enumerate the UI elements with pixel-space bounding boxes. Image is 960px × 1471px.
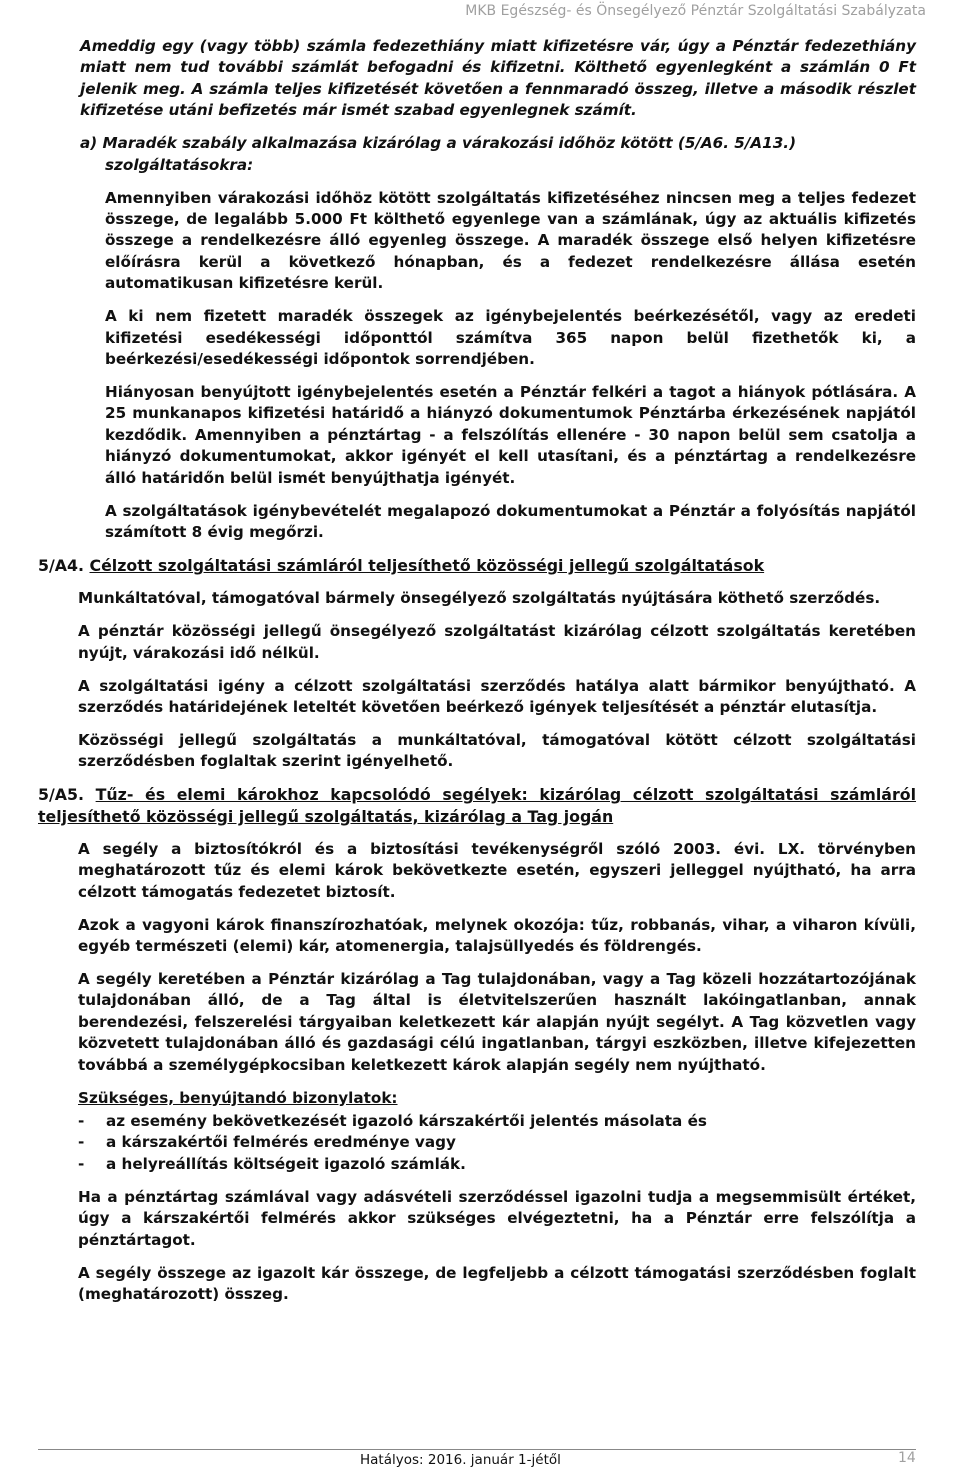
paragraph-a4-4: Közösségi jellegű szolgáltatás a munkáltatóval, támogatóval kötött célzott szolgáltatási szerződésben foglaltak szerint igényelhető. bbox=[78, 730, 916, 771]
list-item-text: a kárszakértői felmérés eredménye vagy bbox=[106, 1133, 456, 1152]
paragraph-a4-1: Munkáltatóval, támogatóval bármely önsegélyező szolgáltatás nyújtására köthető szerződés. bbox=[78, 589, 881, 608]
paragraph-document-retention: A szolgáltatások igénybevételét megalapozó dokumentumokat a Pénztár a folyósítás napjától számított 8 évig megőrzi. bbox=[105, 501, 916, 542]
footer-effective-date: Hatályos: 2016. január 1-jétől bbox=[360, 1452, 561, 1468]
paragraph-unpaid-remainder: A ki nem fizetett maradék összegek az igénybejelentés beérkezésétől, vagy az eredeti kifizetési esedékességi időponttól számítva 365 napon belül fizethetők ki, a beérkezési/esedékességi időpontok sorrendjében. bbox=[105, 307, 916, 369]
bullet-dash: - bbox=[78, 1111, 85, 1130]
list-item-text: a helyreállítás költségeit igazoló számlák. bbox=[106, 1154, 466, 1173]
paragraph-a5-1: A segély a biztosítókról és a biztosítási tevékenységről szóló 2003. évi. LX. törvényben meghatározott tűz és elemi károk bekövetkezte esetén, egyszeri jelleggel nyújtható, ha arra célzott támogatás fedezetet biztosít. bbox=[78, 839, 916, 901]
intro-paragraph: Ameddig egy (vagy több) számla fedezethiány miatt kifizetésre vár, úgy a Pénztár fedezethiány miatt nem tud további számlát befogadni és kifizetni. Költhető egyenlegként a számlán 0 Ft jelenik meg. A számla teljes kifizetését követően a fennmaradó összeg, illetve a második részlet kifizetése utáni befizetés már ismét szabad egyenlegnek számít. bbox=[80, 37, 916, 120]
bullet-dash: - bbox=[78, 1133, 85, 1152]
section-5a4-heading bbox=[38, 555, 916, 576]
paragraph-incomplete-claims: Hiányosan benyújtott igénybejelentés esetén a Pénztár felkéri a tagot a hiányok pótlására. A 25 munkanapos kifizetési határidő a hiányzó dokumentumok Pénztárba érkezésének napjától kezdődik. Amennyiben a pénztártag - a felszólítás ellenére - 30 napon belül sem csatolja a hiányzó dokumentumokat, akkor igényét el kell utasítani, és a pénztártag a rendelkezésre álló határidőn belül ismét benyújthatja igényét. bbox=[105, 383, 916, 487]
paragraph-a5-3: A segély keretében a Pénztár kizárólag a Tag tulajdonában, vagy a Tag közeli hozzátartozójának tulajdonában álló, de a Tag által is életvitelszerűen használt lakóingatlanban, annak berendezési, felszerelési tárgyaiban keletkezett kár alapján nyújt segélyt. A Tag közvetlen vagy közvetett tulajdonában álló és gazdasági célú ingatlanban, tárgyi eszközben, illetve kifejezetten továbbá a személygépkocsiban keletkezett károk alapján segély nem nyújtható. bbox=[78, 969, 916, 1074]
section-5a4-number: 5/A4. bbox=[38, 556, 84, 576]
required-documents-heading: Szükséges, benyújtandó bizonylatok: bbox=[78, 1088, 398, 1107]
paragraph-a5-2: Azok a vagyoni károk finanszírozhatóak, melynek okozója: tűz, robbanás, vihar, a viharon kívüli, egyéb természeti (elemi) kár, atomenergia, talajsüllyedés és földrengés. bbox=[78, 915, 916, 955]
list-item bbox=[78, 1111, 960, 1132]
paragraph-a4-3: A szolgáltatási igény a célzott szolgáltatási szerződés hatálya alatt bármikor benyújtható. A szerződés határidejének leteltét követően beérkező igények teljesítését a pénztár elutasítja. bbox=[78, 676, 916, 716]
section-5a4-title: Célzott szolgáltatási számláról teljesíthető közösségi jellegű szolgáltatások bbox=[89, 556, 765, 576]
paragraph-a5-4: Ha a pénztártag számlával vagy adásvételi szerződéssel igazolni tudja a megsemmisült értéket, úgy a kárszakértői felmérés akkor szükséges elvégeztetni, ha a Pénztár erre felszólítja a pénztártagot. bbox=[78, 1187, 916, 1249]
paragraph-a5-5: A segély összege az igazolt kár összege, de legfeljebb a célzott támogatási szerződésben foglalt (meghatározott) összeg. bbox=[78, 1263, 916, 1303]
document-header: MKB Egészség- és Önsegélyező Pénztár Szolgáltatási Szabályzata bbox=[465, 3, 926, 19]
section-5a5-heading bbox=[38, 784, 916, 827]
page-number: 14 bbox=[898, 1450, 916, 1466]
list-item bbox=[78, 1154, 960, 1175]
bullet-dash: - bbox=[78, 1154, 85, 1173]
paragraph-remainder-rule: Amennyiben várakozási időhöz kötött szolgáltatás kifizetéséhez nincsen meg a teljes fedezet összege, de legalább 5.000 Ft költhető egyenlege van a számlának, úgy az aktuális kifizetés összege a rendelkezésre álló egyenleg összege. A maradék összege első helyen kifizetésre előírásra kerül a következő hónapban, és a fedezet rendelkezésre állása esetén automatikusan kifizetésre kerül. bbox=[105, 188, 916, 293]
list-item-text: az esemény bekövetkezését igazoló kárszakértői jelentés másolata és bbox=[106, 1111, 707, 1130]
point-a-heading: a) Maradék szabály alkalmazása kizárólag a várakozási időhöz kötött (5/A6. 5/A13.) szolgáltatásokra: bbox=[80, 134, 797, 174]
document-body bbox=[0, 36, 960, 1317]
section-5a5-number: 5/A5. bbox=[38, 785, 84, 805]
footer-divider bbox=[38, 1449, 916, 1450]
list-item bbox=[78, 1132, 960, 1153]
section-5a5-title: Tűz- és elemi károkhoz kapcsolódó segélyek: kizárólag célzott szolgáltatási számláról teljesíthető közösségi jellegű szolgáltatás, kizárólag a Tag jogán bbox=[38, 785, 917, 826]
paragraph-a4-2: A pénztár közösségi jellegű önsegélyező szolgáltatást kizárólag célzott szolgáltatás keretében nyújt, várakozási idő nélkül. bbox=[78, 622, 916, 662]
